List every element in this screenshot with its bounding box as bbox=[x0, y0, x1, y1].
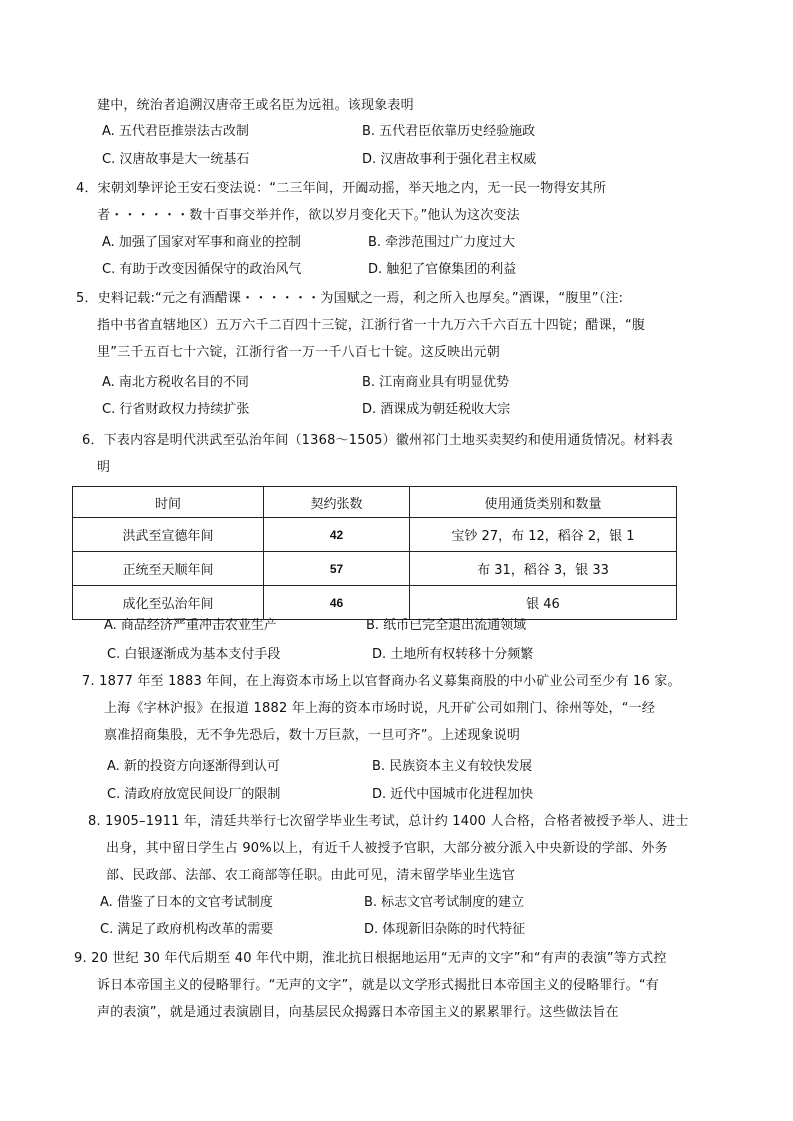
q3-option-d: D. 汉唐故事利于强化君主权威 bbox=[362, 152, 537, 167]
q3-option-b: B. 五代君臣依靠历史经验施政 bbox=[362, 124, 536, 139]
q3-option-c: C. 汉唐故事是大一统基石 bbox=[102, 152, 250, 167]
q6-stem-line-2: 明 bbox=[97, 460, 111, 475]
table-cell-currency: 布 31，稻谷 3，银 33 bbox=[410, 552, 677, 586]
table-cell-count: 57 bbox=[264, 552, 410, 586]
table-row bbox=[73, 586, 677, 620]
q8-stem-line-2: 出身，其中留日学生占 90%以上，有近千人被授予官职，大部分被分派入中央新设的学部、外务 bbox=[106, 841, 668, 856]
q9-stem-line-1: 9. 20 世纪 30 年代后期至 40 年代中期，淮北抗日根据地运用“无声的文字”和“有声的表演”等方式控 bbox=[74, 951, 667, 966]
q9-stem-line-3: 声的表演”，就是通过表演剧目，向基层民众揭露日本帝国主义的累累罪行。这些做法旨在 bbox=[97, 1005, 619, 1020]
q5-option-c: C. 行省财政权力持续扩张 bbox=[102, 402, 250, 417]
q3-stem-line: 建中，统治者追溯汉唐帝王或名臣为远祖。该现象表明 bbox=[97, 98, 414, 113]
q9-stem-line-2: 诉日本帝国主义的侵略罪行。“无声的文字”，就是以文学形式揭批日本帝国主义的侵略罪行。“有 bbox=[97, 978, 660, 993]
q8-stem-line-1: 8. 1905–1911 年，清廷共举行七次留学毕业生考试，总计约 1400 人合格，合格者被授予举人、进士 bbox=[88, 814, 689, 829]
q7-stem-line-3: 禀准招商集股，无不争先恐后，数十万巨款，一旦可齐”。上述现象说明 bbox=[104, 728, 521, 743]
q7-option-a: A. 新的投资方向逐渐得到认可 bbox=[107, 759, 280, 774]
q6-option-c: C. 白银逐渐成为基本支付手段 bbox=[107, 647, 281, 662]
q6-data-table bbox=[72, 486, 677, 620]
table-row bbox=[73, 518, 677, 552]
table-header-row bbox=[73, 487, 677, 518]
q7-option-d: D. 近代中国城市化进程加快 bbox=[372, 787, 534, 802]
q5-stem-line-2: 指中书省直辖地区）五万六千二百四十三锭，江浙行省一十九万六千六百五十四锭；醋课，“腹 bbox=[97, 318, 646, 333]
q7-stem-line-1: 7. 1877 年至 1883 年间，在上海资本市场上以官督商办名义募集商股的中小矿业公司至少有 16 家。 bbox=[82, 674, 681, 689]
table-cell-count: 42 bbox=[264, 518, 410, 552]
q6-option-a: A. 商品经济严重冲击农业生产 bbox=[104, 618, 277, 633]
q4-option-a: A. 加强了国家对军事和商业的控制 bbox=[102, 235, 301, 250]
q5-option-a: A. 南北方税收名目的不同 bbox=[102, 375, 249, 390]
q4-option-c: C. 有助于改变因循保守的政治风气 bbox=[102, 262, 302, 277]
q8-option-b: B. 标志文官考试制度的建立 bbox=[364, 895, 525, 910]
q6-stem-line-1: 6．下表内容是明代洪武至弘治年间（1368～1505）徽州祁门土地买卖契约和使用通货情况。材料表 bbox=[82, 433, 674, 448]
table-header-cell: 契约张数 bbox=[264, 487, 410, 518]
table-header-cell: 使用通货类别和数量 bbox=[410, 487, 677, 518]
q6-option-b: B. 纸币已完全退出流通领域 bbox=[366, 618, 527, 633]
table-cell-count: 46 bbox=[264, 586, 410, 620]
q7-option-c: C. 清政府放宽民间设厂的限制 bbox=[107, 787, 281, 802]
q6-option-d: D. 土地所有权转移十分频繁 bbox=[372, 647, 534, 662]
q5-stem-line-1: 5．史料记载:“元之有酒醋课・・・・・・为国赋之一焉，利之所入也厚矣。”酒课，“腹里”（注: bbox=[76, 291, 624, 306]
q4-stem-line-1: 4．宋朝刘挚评论王安石变法说：“二三年间，开阖动摇，举天地之内，无一民一物得安其所 bbox=[76, 181, 607, 196]
q5-option-d: D. 酒课成为朝廷税收大宗 bbox=[362, 402, 511, 417]
table-cell-period: 正统至天顺年间 bbox=[73, 552, 264, 586]
q8-stem-line-3: 部、民政部、法部、农工商部等任职。由此可见，清末留学毕业生选官 bbox=[106, 868, 516, 883]
q5-option-b: B. 江南商业具有明显优势 bbox=[362, 375, 510, 390]
table-row bbox=[73, 552, 677, 586]
table-cell-period: 成化至弘治年间 bbox=[73, 586, 264, 620]
q4-option-b: B. 牵涉范围过广力度过大 bbox=[368, 235, 516, 250]
table-header-cell: 时间 bbox=[73, 487, 264, 518]
table-cell-period: 洪武至宣德年间 bbox=[73, 518, 264, 552]
q8-option-d: D. 体现新旧杂陈的时代特征 bbox=[364, 922, 526, 937]
q5-stem-line-3: 里”三千五百七十六锭，江浙行省一万一千八百七十锭。这反映出元朝 bbox=[97, 345, 500, 360]
q4-stem-line-2: 者・・・・・・数十百事交举并作，欲以岁月变化天下。”他认为这次变法 bbox=[97, 208, 520, 223]
q3-option-a: A. 五代君臣推崇法古改制 bbox=[102, 124, 249, 139]
q7-option-b: B. 民族资本主义有较快发展 bbox=[372, 759, 533, 774]
q8-option-a: A. 借鉴了日本的文官考试制度 bbox=[100, 895, 273, 910]
q7-stem-line-2: 上海《字林沪报》在报道 1882 年上海的资本市场时说，凡开矿公司如荆门、徐州等处，“一经 bbox=[104, 701, 656, 716]
q4-option-d: D. 触犯了官僚集团的利益 bbox=[368, 262, 517, 277]
table-cell-currency: 银 46 bbox=[410, 586, 677, 620]
table-cell-currency: 宝钞 27，布 12，稻谷 2，银 1 bbox=[410, 518, 677, 552]
q8-option-c: C. 满足了政府机构改革的需要 bbox=[100, 922, 274, 937]
